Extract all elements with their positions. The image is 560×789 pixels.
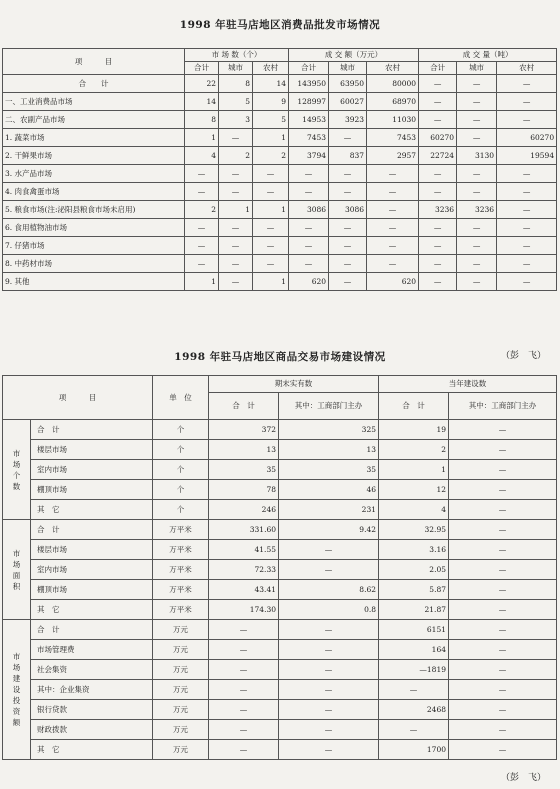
table-row: [3, 460, 557, 480]
table-cell: 11030: [367, 111, 419, 129]
table-cell: —: [457, 129, 497, 147]
table-cell: —: [449, 420, 557, 440]
table-cell: —: [419, 165, 457, 183]
table-row: [3, 720, 557, 740]
table-cell: —: [219, 273, 253, 291]
table-cell: —: [449, 580, 557, 600]
table-cell: 7453: [289, 129, 329, 147]
table-cell: 174.30: [209, 600, 279, 620]
table-cell: —: [497, 165, 557, 183]
item-header: 项 目: [3, 49, 185, 75]
table-cell: —: [329, 273, 367, 291]
table-cell: —: [419, 111, 457, 129]
table-row: [3, 183, 557, 201]
table-cell: —: [209, 660, 279, 680]
table-cell: 0.8: [279, 600, 379, 620]
table-cell: —: [497, 93, 557, 111]
table-row: [3, 660, 557, 680]
table-cell: —: [449, 500, 557, 520]
row-label: 8. 中药材市场: [3, 255, 185, 273]
table-cell: 3794: [289, 147, 329, 165]
item-header: 项 目: [3, 376, 153, 420]
sub-header: 城市: [329, 62, 367, 75]
table-cell: 9.42: [279, 520, 379, 540]
table-cell: 3086: [289, 201, 329, 219]
table-cell: —: [497, 237, 557, 255]
row-label: 楼层市场: [31, 440, 153, 460]
table-row: [3, 680, 557, 700]
table-row: [3, 500, 557, 520]
table-row: [3, 480, 557, 500]
table-cell: —: [279, 720, 379, 740]
table-row: [3, 440, 557, 460]
table-cell: 1700: [379, 740, 449, 760]
row-label: 其 它: [31, 740, 153, 760]
table-cell: 5: [219, 93, 253, 111]
table-cell: —: [419, 75, 457, 93]
table-cell: —: [279, 640, 379, 660]
row-label: 6. 食用植物油市场: [3, 219, 185, 237]
table-cell: 43.41: [209, 580, 279, 600]
table-cell: 331.60: [209, 520, 279, 540]
table-cell: —: [367, 255, 419, 273]
table-cell: —: [185, 165, 219, 183]
table-cell: 32.95: [379, 520, 449, 540]
row-label: 3. 水产品市场: [3, 165, 185, 183]
table-row: [3, 273, 557, 291]
table-cell: —: [253, 165, 289, 183]
table-row: [3, 165, 557, 183]
table-cell: —: [497, 183, 557, 201]
table-cell: —: [185, 237, 219, 255]
table-cell: —: [219, 237, 253, 255]
table-cell: —1819: [379, 660, 449, 680]
table-cell: 72.33: [209, 560, 279, 580]
table-row: [3, 520, 557, 540]
table-cell: —: [209, 700, 279, 720]
sub-header: 农村: [367, 62, 419, 75]
table-cell: 19: [379, 420, 449, 440]
row-label: 合 计: [3, 75, 185, 93]
table-cell: —: [419, 255, 457, 273]
unit-cell: 万元: [153, 720, 209, 740]
table-cell: —: [279, 700, 379, 720]
table-cell: 60270: [419, 129, 457, 147]
table-cell: 60270: [497, 129, 557, 147]
table-row: [3, 219, 557, 237]
table-cell: —: [279, 620, 379, 640]
row-label: 2. 干鲜果市场: [3, 147, 185, 165]
table-cell: 9: [253, 93, 289, 111]
table-cell: 4: [185, 147, 219, 165]
table-cell: —: [449, 560, 557, 580]
table-cell: 80000: [367, 75, 419, 93]
row-label: 一、工业消费品市场: [3, 93, 185, 111]
row-label: 银行贷款: [31, 700, 153, 720]
row-label: 室内市场: [31, 460, 153, 480]
table-cell: 3: [219, 111, 253, 129]
unit-cell: 万元: [153, 620, 209, 640]
group-header: 市 场 数（个）: [185, 49, 289, 62]
table-cell: —: [379, 680, 449, 700]
sub-header: 合 计: [379, 393, 449, 420]
row-label: 7. 仔猪市场: [3, 237, 185, 255]
table-cell: 3923: [329, 111, 367, 129]
unit-cell: 万平米: [153, 540, 209, 560]
unit-cell: 个: [153, 480, 209, 500]
table-cell: 35: [279, 460, 379, 480]
table-cell: —: [289, 183, 329, 201]
unit-cell: 万平米: [153, 520, 209, 540]
table-cell: —: [449, 460, 557, 480]
table-cell: 325: [279, 420, 379, 440]
table-cell: —: [329, 255, 367, 273]
table-cell: 22724: [419, 147, 457, 165]
table-cell: 1: [379, 460, 449, 480]
table-cell: —: [449, 660, 557, 680]
table-cell: 22: [185, 75, 219, 93]
table-cell: 1: [253, 201, 289, 219]
table-cell: 3236: [419, 201, 457, 219]
unit-header: 单 位: [153, 376, 209, 420]
table-cell: —: [457, 183, 497, 201]
table-cell: —: [279, 660, 379, 680]
table-cell: —: [219, 255, 253, 273]
table-cell: —: [449, 700, 557, 720]
table-row: [3, 93, 557, 111]
table-cell: —: [419, 273, 457, 291]
table-cell: —: [289, 255, 329, 273]
table-cell: —: [209, 680, 279, 700]
group-header: 成 交 量（吨）: [419, 49, 557, 62]
table-cell: —: [367, 183, 419, 201]
table-cell: 41.55: [209, 540, 279, 560]
sub-header: 合 计: [209, 393, 279, 420]
table-cell: —: [329, 129, 367, 147]
row-label: 其 它: [31, 600, 153, 620]
table-cell: —: [219, 219, 253, 237]
row-label: 4. 肉食禽蛋市场: [3, 183, 185, 201]
unit-cell: 万元: [153, 680, 209, 700]
table-cell: —: [497, 201, 557, 219]
sub-header: 合计: [185, 62, 219, 75]
table-cell: —: [457, 237, 497, 255]
table-cell: 68970: [367, 93, 419, 111]
table-cell: —: [457, 75, 497, 93]
table-cell: 5.87: [379, 580, 449, 600]
table-cell: 2468: [379, 700, 449, 720]
table2-title: 1998 年驻马店地区商品交易市场建设情况: [174, 351, 386, 363]
table-cell: —: [329, 219, 367, 237]
table-cell: —: [329, 183, 367, 201]
table-cell: 2: [253, 147, 289, 165]
table-row: [3, 560, 557, 580]
group-label: [3, 520, 31, 620]
table-cell: —: [497, 255, 557, 273]
table-cell: 14953: [289, 111, 329, 129]
table-cell: —: [185, 183, 219, 201]
table-cell: —: [497, 111, 557, 129]
group-label: [3, 420, 31, 520]
table-row: [3, 700, 557, 720]
table-cell: 8: [219, 75, 253, 93]
table-cell: 19594: [497, 147, 557, 165]
row-label: 棚顶市场: [31, 580, 153, 600]
table-cell: —: [367, 237, 419, 255]
sub-header: 合计: [289, 62, 329, 75]
table-cell: —: [457, 93, 497, 111]
table-row: [3, 580, 557, 600]
table-cell: —: [279, 680, 379, 700]
table-cell: —: [449, 540, 557, 560]
table-cell: —: [209, 620, 279, 640]
table-cell: —: [367, 165, 419, 183]
table-cell: 1: [253, 273, 289, 291]
sub-header: 城市: [457, 62, 497, 75]
table-cell: 8: [185, 111, 219, 129]
table-cell: —: [379, 720, 449, 740]
table-cell: 231: [279, 500, 379, 520]
table-cell: 7453: [367, 129, 419, 147]
table-cell: 4: [379, 500, 449, 520]
table-row: [3, 147, 557, 165]
table-cell: —: [449, 720, 557, 740]
row-label: 5. 粮食市场(注:泌阳县粮食市场未启用): [3, 201, 185, 219]
table1-title: 1998 年驻马店地区消费品批发市场情况: [179, 19, 381, 31]
row-label: 合 计: [31, 420, 153, 440]
table-row: [3, 600, 557, 620]
table-cell: 14: [253, 75, 289, 93]
table-row: [3, 620, 557, 640]
row-label: 9. 其他: [3, 273, 185, 291]
table-cell: —: [497, 75, 557, 93]
table-cell: 1: [185, 129, 219, 147]
table-cell: 143950: [289, 75, 329, 93]
row-label: 棚顶市场: [31, 480, 153, 500]
group-header: 成 交 额（万元）: [289, 49, 419, 62]
table-row: [3, 420, 557, 440]
table-cell: 63950: [329, 75, 367, 93]
table-cell: —: [449, 640, 557, 660]
row-label: 楼层市场: [31, 540, 153, 560]
table-cell: 12: [379, 480, 449, 500]
row-label: 财政拨款: [31, 720, 153, 740]
sub-header: 农村: [497, 62, 557, 75]
group-header: 当年建设数: [379, 376, 557, 393]
table-cell: —: [279, 540, 379, 560]
table-row: [3, 111, 557, 129]
row-label: 社会集资: [31, 660, 153, 680]
table-cell: 1: [253, 129, 289, 147]
unit-cell: 个: [153, 420, 209, 440]
table-cell: —: [449, 740, 557, 760]
unit-cell: 万元: [153, 640, 209, 660]
group-label: [3, 620, 31, 760]
table-cell: —: [449, 480, 557, 500]
table-cell: —: [449, 620, 557, 640]
table-cell: 3086: [329, 201, 367, 219]
wholesale-market-table: [2, 48, 557, 291]
table-cell: 13: [279, 440, 379, 460]
table-cell: —: [209, 640, 279, 660]
table-cell: —: [289, 165, 329, 183]
table-cell: 5: [253, 111, 289, 129]
table-cell: —: [219, 165, 253, 183]
unit-cell: 万平米: [153, 560, 209, 580]
table-cell: 837: [329, 147, 367, 165]
table-row: [3, 129, 557, 147]
table-row: [3, 255, 557, 273]
table-cell: —: [253, 255, 289, 273]
table-cell: 3.16: [379, 540, 449, 560]
sub-header: 农村: [253, 62, 289, 75]
table-cell: —: [457, 165, 497, 183]
table-cell: 21.87: [379, 600, 449, 620]
table-row: [3, 740, 557, 760]
row-label: 合 计: [31, 520, 153, 540]
unit-cell: 万平米: [153, 580, 209, 600]
market-construction-table: [2, 375, 557, 760]
table-cell: —: [253, 219, 289, 237]
sub-header: 其中：工商部门主办: [449, 393, 557, 420]
table-cell: —: [457, 219, 497, 237]
table-cell: 13: [209, 440, 279, 460]
row-label: 合 计: [31, 620, 153, 640]
group-name: 市场个数: [12, 448, 21, 491]
unit-cell: 个: [153, 500, 209, 520]
table-cell: —: [419, 183, 457, 201]
table-cell: —: [209, 720, 279, 740]
sub-header: 合计: [419, 62, 457, 75]
table-cell: —: [367, 219, 419, 237]
table-cell: —: [457, 111, 497, 129]
table-cell: 2.05: [379, 560, 449, 580]
table-cell: —: [219, 129, 253, 147]
table-cell: 8.62: [279, 580, 379, 600]
table-cell: —: [419, 219, 457, 237]
table-cell: —: [253, 237, 289, 255]
table-cell: —: [457, 255, 497, 273]
table-cell: —: [219, 183, 253, 201]
table-cell: —: [289, 219, 329, 237]
table-cell: 3236: [457, 201, 497, 219]
table-cell: —: [185, 219, 219, 237]
table-cell: —: [185, 255, 219, 273]
table-cell: —: [279, 740, 379, 760]
table-cell: —: [449, 680, 557, 700]
row-label: 二、农副产品市场: [3, 111, 185, 129]
group-name: 市场面积: [12, 548, 21, 591]
table-cell: 372: [209, 420, 279, 440]
unit-cell: 万平米: [153, 600, 209, 620]
table-cell: 78: [209, 480, 279, 500]
table-cell: 6151: [379, 620, 449, 640]
table-cell: —: [497, 273, 557, 291]
table-cell: 2: [219, 147, 253, 165]
unit-cell: 万元: [153, 660, 209, 680]
table-cell: —: [289, 237, 329, 255]
table-cell: 620: [289, 273, 329, 291]
unit-cell: 万元: [153, 740, 209, 760]
table-cell: 246: [209, 500, 279, 520]
table-row: [3, 540, 557, 560]
table-row: [3, 75, 557, 93]
group-name: 市场建设投资额: [12, 652, 21, 727]
table-cell: —: [449, 440, 557, 460]
table-cell: 620: [367, 273, 419, 291]
unit-cell: 万元: [153, 700, 209, 720]
unit-cell: 个: [153, 460, 209, 480]
table-cell: 14: [185, 93, 219, 111]
table-cell: —: [329, 165, 367, 183]
table-row: [3, 237, 557, 255]
sub-header: 城市: [219, 62, 253, 75]
table-cell: 2957: [367, 147, 419, 165]
table-cell: 46: [279, 480, 379, 500]
group-header: 期末实有数: [209, 376, 379, 393]
table-cell: —: [367, 201, 419, 219]
table-cell: 3130: [457, 147, 497, 165]
table-cell: —: [449, 520, 557, 540]
table-cell: 1: [219, 201, 253, 219]
row-label: 1. 蔬菜市场: [3, 129, 185, 147]
table-cell: 128997: [289, 93, 329, 111]
row-label: 市场管理费: [31, 640, 153, 660]
row-label: 其 它: [31, 500, 153, 520]
table-cell: 60027: [329, 93, 367, 111]
table-cell: —: [497, 219, 557, 237]
table-cell: 35: [209, 460, 279, 480]
table-cell: —: [419, 93, 457, 111]
row-label: 其中：企业集资: [31, 680, 153, 700]
table-cell: 2: [185, 201, 219, 219]
table2-author: （彭 飞）: [500, 773, 546, 783]
table-cell: 2: [379, 440, 449, 460]
table-cell: —: [419, 237, 457, 255]
table-cell: —: [209, 740, 279, 760]
table-cell: 164: [379, 640, 449, 660]
table-row: [3, 201, 557, 219]
sub-header: 其中：工商部门主办: [279, 393, 379, 420]
unit-cell: 个: [153, 440, 209, 460]
table-cell: —: [457, 273, 497, 291]
table-cell: 1: [185, 273, 219, 291]
table-cell: —: [253, 183, 289, 201]
table-row: [3, 640, 557, 660]
row-label: 室内市场: [31, 560, 153, 580]
table-cell: —: [449, 600, 557, 620]
table1-author: （彭 飞）: [500, 351, 546, 361]
table-cell: —: [279, 560, 379, 580]
table-cell: —: [329, 237, 367, 255]
